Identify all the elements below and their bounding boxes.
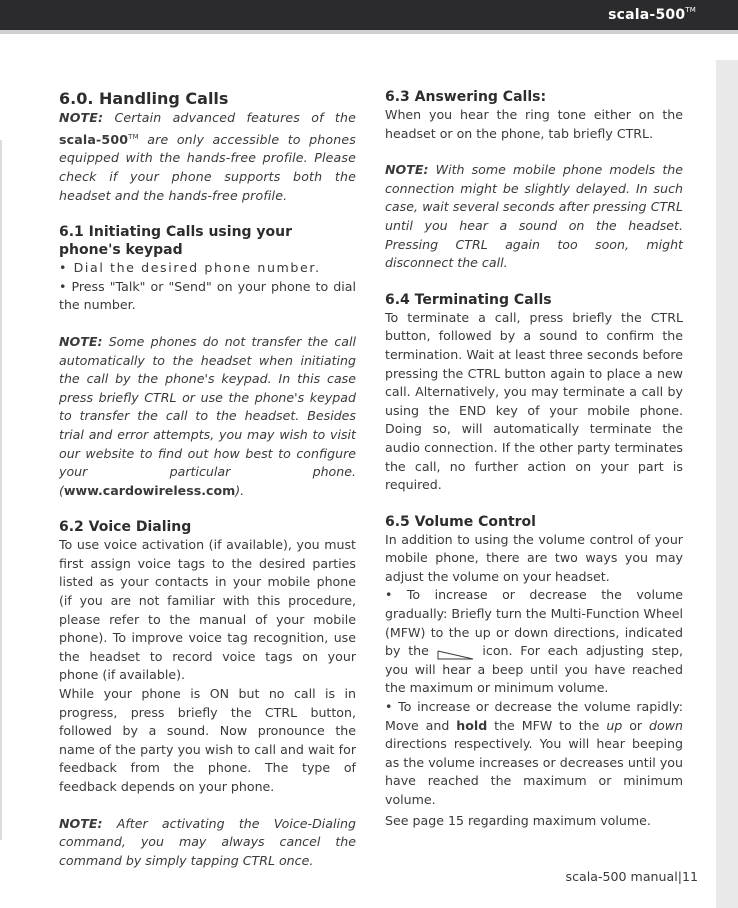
bullet-dial-number: • Dial the desired phone number.	[59, 260, 321, 276]
section-title-handling-calls: 6.0. Handling Calls	[59, 89, 229, 108]
note-connection-delay: NOTE: With some mobile phone models the connection might be slightly delayed. In such case, wait several seconds after pressing CTRL until you hear a sound on the headset. Pressing CTRL again too soon, might disconnect the call.	[385, 162, 683, 271]
terminating-calls-paragraph: To terminate a call, press briefly the CTRL button, followed by a sound to confirm the termination. Wait at least three seconds before pressing the CTRL button again to place a new call. Alternatively, you may terminate a call by using the END key of your mobile phone. Doing so, will automatically terminate the audio connection. If the other party terminates the call, no further action on your part is required.	[385, 309, 683, 493]
section-title-6-5: 6.5 Volume Control	[385, 513, 536, 530]
header-bar	[0, 0, 738, 30]
voice-dialing-paragraph-1: To use voice activation (if available), you must first assign voice tags to the desired parties listed as your contacts in your mobile phone (if you are not familiar with this procedure, please refer to the manual of your mobile phone). To improve voice tag recognition, use the headset to record voice tags on your phone (if available).	[59, 537, 356, 683]
page-edge-left	[0, 140, 2, 840]
section-title-6-4: 6.4 Terminating Calls	[385, 291, 552, 308]
page-number: 11	[681, 869, 698, 884]
note-cancel-voice-dialing: NOTE: After activating the Voice-Dialing command, you may always cancel the command by simply tapping CTRL once.	[59, 815, 356, 868]
bullet-press-talk: • Press "Talk" or "Send" on your phone to dial the number.	[59, 278, 356, 313]
note-transfer-call: NOTE: Some phones do not transfer the call automatically to the headset when initiating the call by the phone's keypad. In this case press briefly CTRL or use the phone's keypad to transfer the call to the headset. Besides trial and error attempts, you may wish to visit our website to find out how best to configure your particular phone. (www.cardowireless.com).	[59, 333, 356, 498]
section-title-6-2: 6.2 Voice Dialing	[59, 519, 192, 536]
left-column	[59, 88, 356, 870]
answering-calls-paragraph: When you hear the ring tone either on the headset or on the phone, tab briefly CTRL.	[385, 107, 683, 141]
note-hands-free: NOTE: Certain advanced features of the scala-500™ are only accessible to phones equipped with the hands-free profile. Please check if your phone supports both the headset and the hands-free profile.	[59, 110, 356, 203]
bullet-volume-gradual: • To increase or decrease the volume gradually: Briefly turn the Multi-Function Wheel (MFW) to the up or down directions, indicated by the icon. For each adjusting step, you will hear a beep until you have reached the maximum or minimum volume.	[385, 587, 684, 696]
volume-wedge-icon	[437, 647, 475, 657]
section-title-6-3: 6.3 Answering Calls:	[385, 89, 547, 105]
page-edge-right	[716, 60, 738, 908]
bullet-volume-rapid: • To increase or decrease the volume rapidly: Move and hold the MFW to the up or down directions respectively. You will hear beeping as the volume increases or decreases until you have reached the maximum or minimum volume.	[385, 699, 683, 807]
website-link[interactable]: www.cardowireless.com	[63, 482, 236, 498]
section-title-6-1: 6.1 Initiating Calls using your phone's keypad	[59, 224, 293, 259]
right-column	[385, 88, 683, 830]
voice-dialing-paragraph-2: While your phone is ON but no call is in progress, press briefly the CTRL button, followed by a sound. Now pronounce the name of the party you wish to call and wait for feedback from the phone. The type of feedback depends on your phone.	[59, 686, 356, 794]
volume-control-intro: In addition to using the volume control of your mobile phone, there are two ways you may adjust the volume on your headset.	[385, 531, 683, 584]
see-page-reference: See page 15 regarding maximum volume.	[385, 812, 651, 828]
header-divider	[0, 30, 738, 34]
header-brand: scala-500™	[608, 6, 696, 23]
page-footer: scala-500 manual|11	[565, 869, 698, 884]
